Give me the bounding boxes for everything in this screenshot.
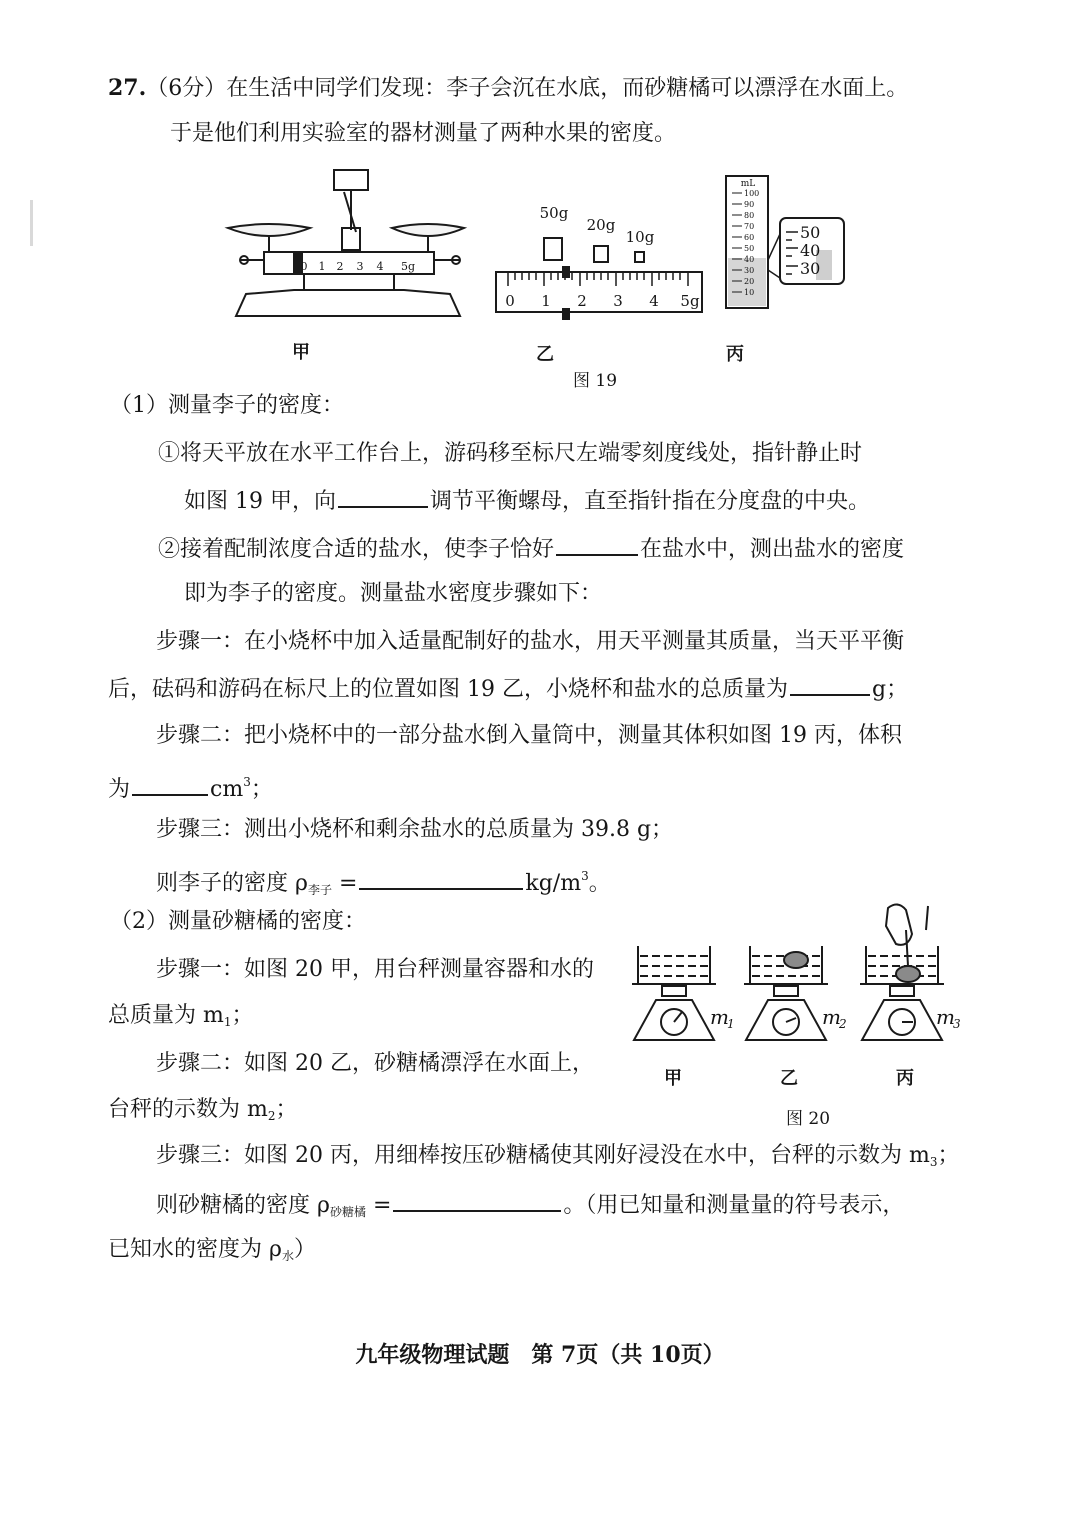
weight-label-20g: 20g — [586, 216, 616, 234]
part1-step2-line-b: 即为李子的密度。测量盐水密度步骤如下： — [184, 581, 603, 606]
weight-label-50g: 50g — [539, 204, 569, 222]
part2-step2-line-a: 步骤二：如图 20 乙，砂糖橘漂浮在水面上， — [156, 1051, 594, 1076]
part1-salt-step1-line-a: 步骤一：在小烧杯中加入适量配制好的盐水，用天平测量其质量，当天平平衡 — [156, 629, 905, 654]
figure19-label-bing: 丙 — [726, 344, 744, 365]
part1-salt-step2-line-a: 步骤二：把小烧杯中的一部分盐水倒入量筒中，测量其体积如图 19 丙，体积 — [156, 723, 902, 748]
cylinder-tick-30: 30 — [744, 266, 755, 275]
part2-density-line — [156, 1190, 904, 1226]
part2-density-tail — [108, 1236, 316, 1270]
part1-step2-a-prefix: ②接着配制浓度合适的盐水，使李子恰好 — [158, 537, 555, 562]
part1-step1-b-prefix: 如图 19 甲，向 — [184, 489, 336, 514]
orange-density-suffix: 。（用已知量和测量量的符号表示， — [563, 1193, 905, 1218]
part2-step2-b-prefix: 台秤的示数为 m — [108, 1097, 268, 1122]
footer-page-number: 第 7页（共 10页） — [531, 1342, 725, 1368]
cylinder-tick-10: 10 — [744, 288, 755, 297]
part2-step3-suffix: ； — [937, 1143, 960, 1168]
part1-salt-step2-line-b — [108, 768, 273, 804]
water-density-suffix: ） — [293, 1237, 316, 1262]
figure19-label-jia: 甲 — [292, 342, 310, 363]
question-number: 27. — [108, 75, 147, 101]
part2-step1-b-suffix: ； — [231, 1003, 254, 1028]
figure19-graduated-cylinder — [722, 174, 846, 316]
part1-step2-a-suffix: 在盐水中，测出盐水的密度 — [640, 537, 905, 562]
page-footer — [0, 1338, 1080, 1369]
part2-step3-sub: 3 — [929, 1155, 938, 1169]
water-density-sub: 水 — [281, 1249, 294, 1263]
part1-heading: （1）测量李子的密度： — [110, 393, 344, 418]
footer-subject: 九年级物理试题 — [355, 1342, 510, 1368]
figure20-m2-sub: 2 — [839, 1017, 847, 1031]
balance-tick-1: 1 — [318, 260, 326, 273]
question-intro-line-2: 于是他们利用实验室的器材测量了两种水果的密度。 — [170, 121, 677, 146]
plum-density-sup: 3 — [581, 869, 589, 883]
part1-salt-step1-line-b — [108, 674, 908, 704]
figure20-label-yi: 乙 — [780, 1068, 798, 1089]
orange-density-sub: 砂糖橘 — [329, 1205, 366, 1219]
part1-salt-step2-b-suffix: ； — [250, 777, 273, 802]
part1-step2-line-a — [158, 534, 904, 564]
part2-step1-b-prefix: 总质量为 m — [108, 1003, 224, 1028]
answer-blank-volume[interactable] — [132, 774, 208, 796]
ruler-tick-5: 5g — [680, 292, 700, 310]
cylinder-tick-20: 20 — [744, 277, 755, 286]
part1-step1-line-b — [184, 486, 870, 516]
weight-label-10g: 10g — [625, 228, 655, 246]
ruler-tick-1: 1 — [541, 292, 551, 310]
figure20-m1-label: m — [710, 1005, 729, 1029]
cylinder-tick-40: 40 — [744, 255, 755, 264]
part1-salt-step2-b-unit: cm — [210, 777, 244, 802]
answer-blank-direction[interactable] — [338, 486, 428, 508]
part2-step3 — [156, 1142, 960, 1176]
answer-blank-orange-density[interactable] — [393, 1190, 561, 1212]
plum-density-eq: = — [331, 871, 358, 896]
balance-tick-4: 4 — [376, 260, 384, 273]
water-density-prefix: 已知水的密度为 ρ — [108, 1237, 282, 1262]
part2-step1-b-sub: 1 — [223, 1015, 232, 1029]
figure20-caption: 图 20 — [786, 1109, 831, 1129]
figure20-label-jia: 甲 — [664, 1068, 682, 1089]
part2-heading: （2）测量砂糖橘的密度： — [110, 909, 366, 934]
part2-step2-b-suffix: ； — [275, 1097, 298, 1122]
answer-blank-state[interactable] — [556, 534, 638, 556]
figure20-scales — [630, 900, 970, 1056]
cylinder-unit: mL — [740, 179, 756, 189]
part1-salt-step3: 步骤三：测出小烧杯和剩余盐水的总质量为 39.8 g； — [156, 817, 674, 842]
part2-step3-prefix: 步骤三：如图 20 丙，用细棒按压砂糖橘使其刚好浸没在水中，台秤的示数为 m — [156, 1143, 930, 1168]
part1-step1-line-a: ①将天平放在水平工作台上，游码移至标尺左端零刻度线处，指针静止时 — [158, 441, 863, 466]
figure20-m3-label: m — [936, 1005, 955, 1029]
cylinder-tick-80: 80 — [744, 211, 755, 220]
ruler-tick-4: 4 — [649, 292, 659, 310]
page-edge-shadow — [30, 200, 33, 246]
figure19-balance — [224, 168, 464, 318]
cylinder-tick-50: 50 — [744, 244, 755, 253]
question-intro-line-1 — [108, 74, 908, 103]
question-score: （6分） — [146, 76, 227, 101]
orange-density-eq: = — [365, 1193, 392, 1218]
cylinder-tick-70: 70 — [744, 222, 755, 231]
balance-tick-3: 3 — [356, 260, 364, 273]
part1-salt-step2-b-sup: 3 — [243, 775, 251, 789]
zoom-tick-30: 30 — [800, 259, 821, 278]
part2-step1-line-b — [108, 1002, 254, 1036]
part2-step2-line-b — [108, 1096, 298, 1130]
part1-salt-step2-b-prefix: 为 — [108, 777, 131, 802]
answer-blank-total-mass[interactable] — [790, 674, 870, 696]
part1-salt-step1-b-prefix: 后，砝码和游码在标尺上的位置如图 19 乙，小烧杯和盐水的总质量为 — [108, 677, 788, 702]
cylinder-tick-90: 90 — [744, 200, 755, 209]
balance-tick-2: 2 — [336, 260, 344, 273]
ruler-tick-2: 2 — [577, 292, 587, 310]
figure19-weights-scale — [494, 200, 708, 322]
ruler-tick-3: 3 — [613, 292, 623, 310]
figure20-m2-label: m — [822, 1005, 841, 1029]
part2-step1-line-a: 步骤一：如图 20 甲，用台秤测量容器和水的 — [156, 957, 594, 982]
figure19-label-yi: 乙 — [536, 344, 554, 365]
plum-density-sub: 李子 — [307, 883, 332, 897]
zoom-tick-50: 50 — [800, 223, 821, 242]
orange-density-prefix: 则砂糖橘的密度 ρ — [156, 1193, 330, 1218]
part1-step1-b-suffix: 调节平衡螺母，直至指针指在分度盘的中央。 — [429, 489, 870, 514]
question-intro-text-1: 在生活中同学们发现：李子会沉在水底，而砂糖橘可以漂浮在水面上。 — [226, 76, 909, 101]
plum-density-prefix: 则李子的密度 ρ — [156, 871, 308, 896]
plum-density-suffix: 。 — [588, 871, 611, 896]
figure20-label-bing: 丙 — [896, 1068, 914, 1089]
ruler-tick-0: 0 — [505, 292, 515, 310]
plum-density-unit: kg/m — [525, 871, 582, 896]
cylinder-tick-60: 60 — [744, 233, 755, 242]
figure19-caption: 图 19 — [573, 371, 618, 391]
cylinder-tick-100: 100 — [744, 189, 760, 198]
figure20-m1-sub: 1 — [727, 1017, 735, 1031]
answer-blank-plum-density[interactable] — [359, 868, 523, 890]
zoom-tick-40: 40 — [800, 241, 821, 260]
part1-salt-step1-b-unit: g； — [871, 677, 909, 702]
balance-tick-0: 0 — [300, 260, 308, 273]
balance-tick-5: 5g — [400, 260, 416, 273]
part2-step2-b-sub: 2 — [267, 1109, 276, 1123]
figure20-m3-sub: 3 — [953, 1017, 961, 1031]
part1-plum-density-line — [156, 862, 611, 904]
